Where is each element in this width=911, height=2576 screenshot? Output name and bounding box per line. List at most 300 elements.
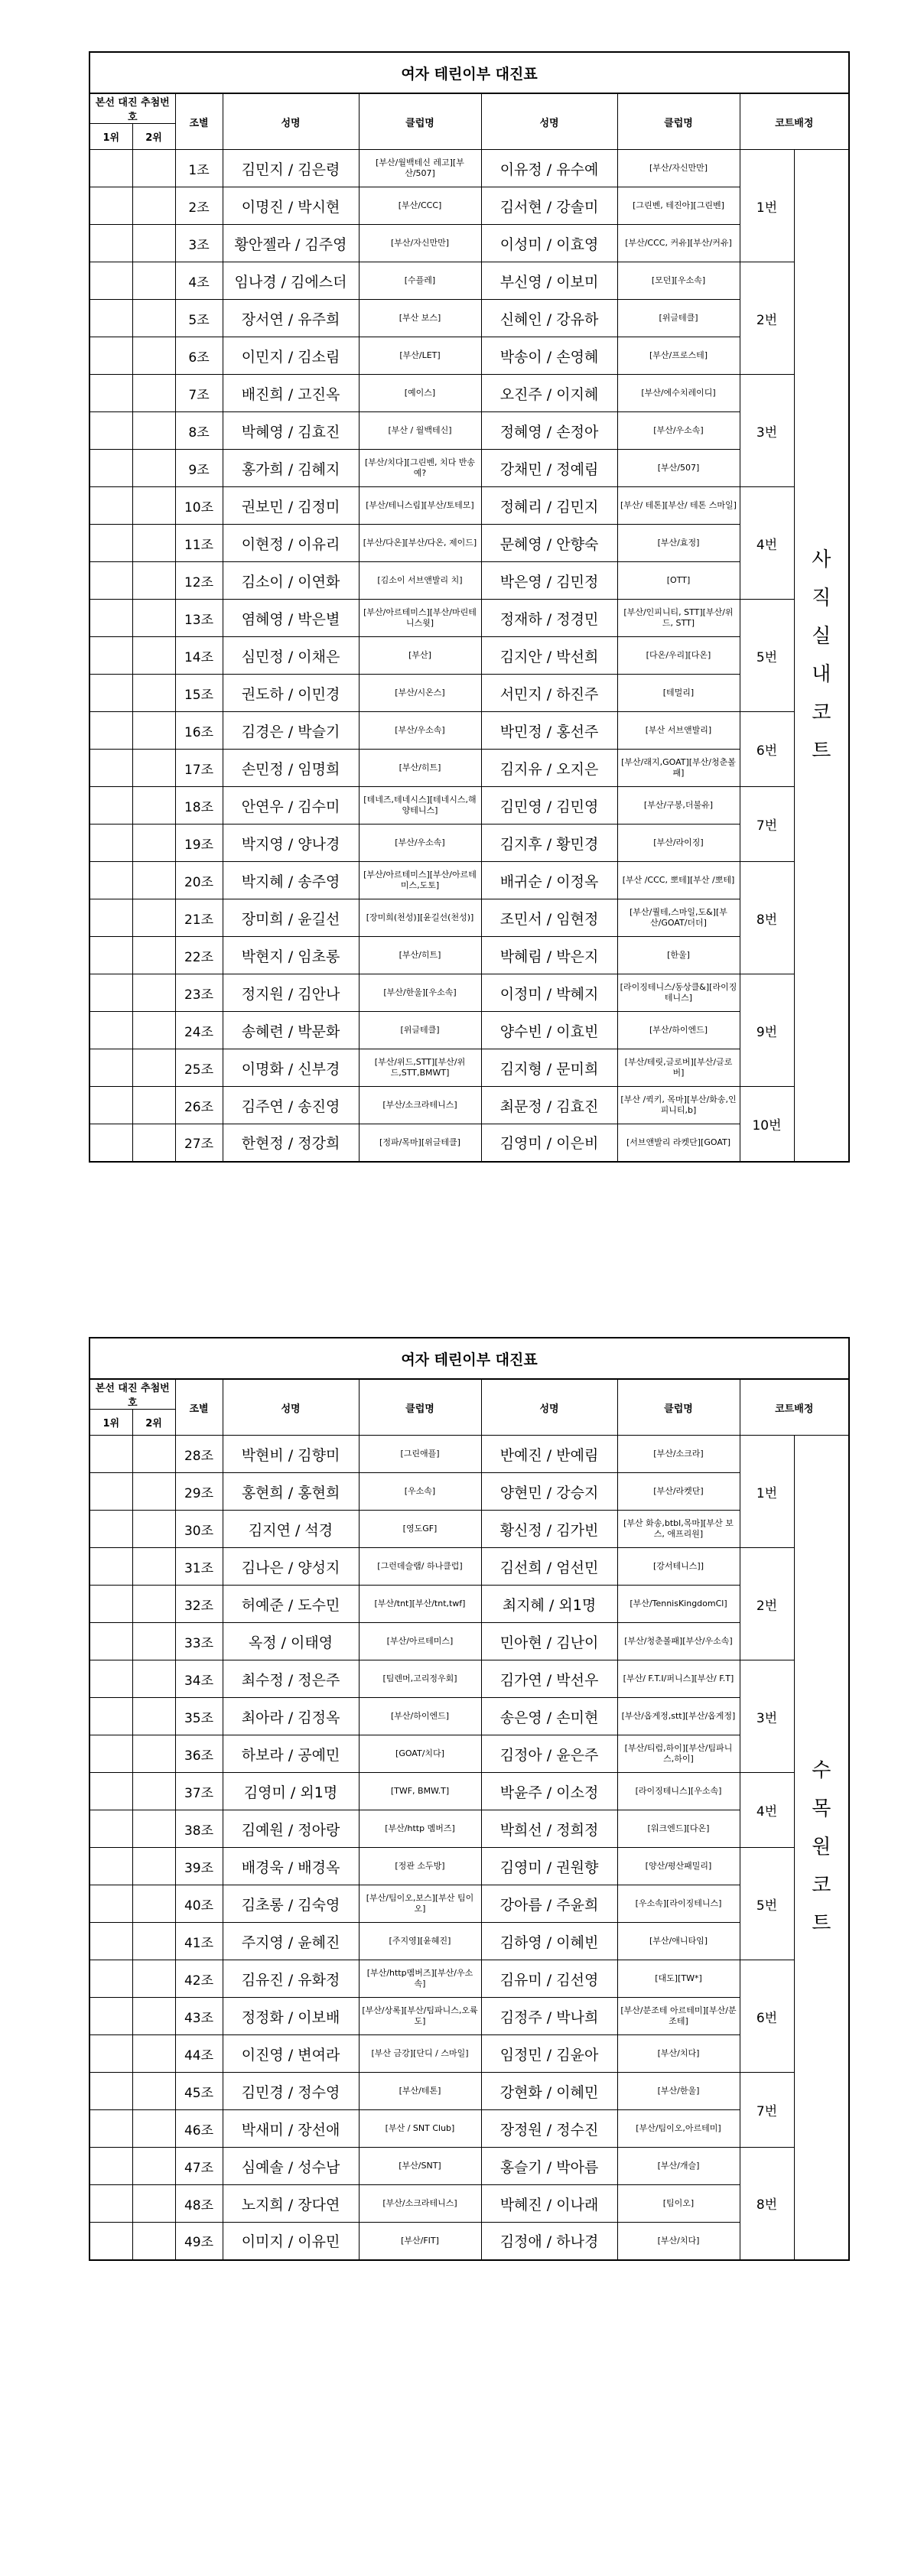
- team-1-club: [수플레]: [359, 262, 481, 300]
- draw-second-cell[interactable]: [132, 1698, 175, 1735]
- team-1-club: [부산/SNT]: [359, 2148, 481, 2185]
- group-number: 34조: [175, 1660, 223, 1698]
- team-2-names: 이성미 / 이효영: [481, 225, 617, 262]
- team-2-club: [부산/507]: [617, 450, 740, 487]
- draw-first-cell[interactable]: [89, 300, 132, 337]
- header-name: 성명: [223, 1379, 359, 1436]
- group-number: 25조: [175, 1049, 223, 1087]
- draw-first-cell[interactable]: [89, 1511, 132, 1548]
- sheet-title: 여자 테린이부 대진표: [89, 52, 849, 93]
- draw-second-cell[interactable]: [132, 750, 175, 787]
- draw-first-cell[interactable]: [89, 1960, 132, 1998]
- draw-first-cell[interactable]: [89, 1885, 132, 1923]
- team-1-names: 정정화 / 이보배: [223, 1998, 359, 2035]
- table-row: [89, 562, 849, 600]
- team-2-names: 신혜인 / 강유하: [481, 300, 617, 337]
- team-1-club: [김소이 서브앤발리 치]: [359, 562, 481, 600]
- team-2-club: [부산/효정]: [617, 525, 740, 562]
- team-1-club: [부산/우소속]: [359, 825, 481, 862]
- draw-first-cell[interactable]: [89, 2223, 132, 2260]
- group-number: 13조: [175, 600, 223, 637]
- team-1-club: [그린애플]: [359, 1436, 481, 1473]
- draw-second-cell[interactable]: [132, 974, 175, 1012]
- team-2-names: 강현화 / 이혜민: [481, 2073, 617, 2110]
- draw-first-cell[interactable]: [89, 1436, 132, 1473]
- team-2-names: 박혜진 / 이나래: [481, 2185, 617, 2223]
- team-2-names: 최지혜 / 외1명: [481, 1586, 617, 1623]
- team-2-club: [우소속][라이징테니스]: [617, 1885, 740, 1923]
- draw-first-cell[interactable]: [89, 450, 132, 487]
- draw-first-cell[interactable]: [89, 1049, 132, 1087]
- team-2-names: 김정아 / 윤은주: [481, 1735, 617, 1773]
- court-number: 10번: [740, 1087, 794, 1162]
- draw-first-cell[interactable]: [89, 1923, 132, 1960]
- draw-second-cell[interactable]: [132, 1885, 175, 1923]
- team-1-club: [부산/하이엔드]: [359, 1698, 481, 1735]
- draw-first-cell[interactable]: [89, 1810, 132, 1848]
- team-1-names: 김민지 / 김은령: [223, 150, 359, 187]
- table-row: [89, 937, 849, 974]
- team-1-club: [부산/테니스림][부산/토테모]: [359, 487, 481, 525]
- team-1-club: [부산/우소속]: [359, 712, 481, 750]
- team-2-club: [라이징테니스][우소속]: [617, 1773, 740, 1810]
- group-number: 24조: [175, 1012, 223, 1049]
- draw-second-cell[interactable]: [132, 2073, 175, 2110]
- draw-first-cell[interactable]: [89, 1548, 132, 1586]
- header-club: 클럽명: [617, 93, 740, 150]
- court-number: 3번: [740, 1660, 794, 1773]
- team-1-names: 김민경 / 정수영: [223, 2073, 359, 2110]
- group-number: 2조: [175, 187, 223, 225]
- draw-second-cell[interactable]: [132, 1998, 175, 2035]
- team-1-names: 박혜영 / 김효진: [223, 412, 359, 450]
- draw-first-cell[interactable]: [89, 2148, 132, 2185]
- team-1-names: 이민지 / 김소림: [223, 337, 359, 375]
- court-number: 5번: [740, 600, 794, 712]
- court-number: 2번: [740, 262, 794, 375]
- team-1-names: 권도하 / 이민경: [223, 675, 359, 712]
- draw-second-cell[interactable]: [132, 1511, 175, 1548]
- group-number: 35조: [175, 1698, 223, 1735]
- team-2-club: [부산/소크라]: [617, 1436, 740, 1473]
- draw-first-cell[interactable]: [89, 525, 132, 562]
- team-2-names: 박은영 / 김민정: [481, 562, 617, 600]
- team-2-club: [부산/치다]: [617, 2223, 740, 2260]
- draw-second-cell[interactable]: [132, 2110, 175, 2148]
- team-1-names: 장서연 / 유주희: [223, 300, 359, 337]
- team-1-names: 홍가희 / 김혜지: [223, 450, 359, 487]
- team-2-club: [부산/티럼,하이][부산/팀파니스,하이]: [617, 1735, 740, 1773]
- team-2-names: 반예진 / 반예림: [481, 1436, 617, 1473]
- group-number: 20조: [175, 862, 223, 899]
- team-1-names: 박새미 / 장선애: [223, 2110, 359, 2148]
- draw-first-cell[interactable]: [89, 2185, 132, 2223]
- draw-first-cell[interactable]: [89, 225, 132, 262]
- draw-first-cell[interactable]: [89, 187, 132, 225]
- draw-second-cell[interactable]: [132, 1049, 175, 1087]
- team-2-names: 양수빈 / 이효빈: [481, 1012, 617, 1049]
- venue-char: 트: [812, 1912, 831, 1936]
- draw-first-cell[interactable]: [89, 1124, 132, 1162]
- team-1-names: 김예원 / 정아랑: [223, 1810, 359, 1848]
- draw-first-cell[interactable]: [89, 1012, 132, 1049]
- draw-first-cell[interactable]: [89, 2073, 132, 2110]
- team-1-names: 장미희 / 윤길선: [223, 899, 359, 937]
- draw-second-cell[interactable]: [132, 2185, 175, 2223]
- draw-second-cell[interactable]: [132, 1735, 175, 1773]
- table-row: [89, 600, 849, 637]
- court-number: 4번: [740, 1773, 794, 1848]
- draw-second-cell[interactable]: [132, 412, 175, 450]
- team-1-club: [부산/테톤]: [359, 2073, 481, 2110]
- draw-second-cell[interactable]: [132, 600, 175, 637]
- draw-first-cell[interactable]: [89, 712, 132, 750]
- team-2-club: [부산/하이엔드]: [617, 1012, 740, 1049]
- team-2-names: 김하영 / 이혜빈: [481, 1923, 617, 1960]
- group-number: 42조: [175, 1960, 223, 1998]
- team-2-club: [강서테니스]]: [617, 1548, 740, 1586]
- table-row: [89, 1548, 849, 1586]
- team-1-names: 박지혜 / 송주영: [223, 862, 359, 899]
- draw-second-cell[interactable]: [132, 2148, 175, 2185]
- draw-second-cell[interactable]: [132, 2223, 175, 2260]
- team-1-names: 김유진 / 유화정: [223, 1960, 359, 1998]
- team-1-club: [부산/tnt][부산/tnt,twf]: [359, 1586, 481, 1623]
- team-1-names: 황안젤라 / 김주영: [223, 225, 359, 262]
- table-row: [89, 300, 849, 337]
- draw-second-cell[interactable]: [132, 1087, 175, 1124]
- draw-first-cell[interactable]: [89, 787, 132, 825]
- team-2-names: 정혜영 / 손정아: [481, 412, 617, 450]
- draw-first-cell[interactable]: [89, 375, 132, 412]
- team-2-names: 조민서 / 임현정: [481, 899, 617, 937]
- table-row: [89, 1773, 849, 1810]
- table-row: [89, 862, 849, 899]
- team-1-club: [부산/시온스]: [359, 675, 481, 712]
- draw-second-cell[interactable]: [132, 637, 175, 675]
- header-name: 성명: [481, 93, 617, 150]
- draw-second-cell[interactable]: [132, 862, 175, 899]
- team-2-club: [테멀리]: [617, 675, 740, 712]
- team-1-club: [부산/아르테미스][부산/마린테니스윗]: [359, 600, 481, 637]
- draw-first-cell[interactable]: [89, 825, 132, 862]
- table-row: [89, 2148, 849, 2185]
- draw-first-cell[interactable]: [89, 2035, 132, 2073]
- team-1-names: 심예솔 / 성수남: [223, 2148, 359, 2185]
- team-1-club: [그런데슬램/ 하나클럽]: [359, 1548, 481, 1586]
- table-row: [89, 1885, 849, 1923]
- draw-second-cell[interactable]: [132, 675, 175, 712]
- team-2-club: [위글테클]: [617, 300, 740, 337]
- team-1-club: [부산]: [359, 637, 481, 675]
- draw-first-cell[interactable]: [89, 899, 132, 937]
- team-2-names: 강채민 / 정예림: [481, 450, 617, 487]
- table-row: [89, 2035, 849, 2073]
- team-2-club: [그린벤, 테진아][그린벤]: [617, 187, 740, 225]
- group-number: 12조: [175, 562, 223, 600]
- table-row: [89, 2185, 849, 2223]
- team-1-names: 송혜련 / 박문화: [223, 1012, 359, 1049]
- table-row: [89, 262, 849, 300]
- group-number: 3조: [175, 225, 223, 262]
- team-1-club: [부산/자신만만]: [359, 225, 481, 262]
- table-row: [89, 899, 849, 937]
- draw-first-cell[interactable]: [89, 862, 132, 899]
- draw-second-cell[interactable]: [132, 937, 175, 974]
- group-number: 31조: [175, 1548, 223, 1586]
- draw-first-cell[interactable]: [89, 1773, 132, 1810]
- team-1-names: 최아라 / 김정옥: [223, 1698, 359, 1735]
- draw-second-cell[interactable]: [132, 300, 175, 337]
- team-1-names: 염혜영 / 박은별: [223, 600, 359, 637]
- team-1-names: 옥정 / 이태영: [223, 1623, 359, 1660]
- team-2-club: [OTT]: [617, 562, 740, 600]
- draw-first-cell[interactable]: [89, 637, 132, 675]
- draw-second-cell[interactable]: [132, 1473, 175, 1511]
- draw-second-cell[interactable]: [132, 1436, 175, 1473]
- team-2-club: [부산 화송,btbl,목마][부산 보스, 애프리원]: [617, 1511, 740, 1548]
- team-2-club: [부산/ 테톤][부산/ 테톤 스마일]: [617, 487, 740, 525]
- team-2-club: [부산/ F.T.I/퍼니스][부산/ F.T]: [617, 1660, 740, 1698]
- header-name: 성명: [223, 93, 359, 150]
- table-row: [89, 1998, 849, 2035]
- team-2-names: 오진주 / 이지혜: [481, 375, 617, 412]
- team-2-names: 김지유 / 오지은: [481, 750, 617, 787]
- group-number: 4조: [175, 262, 223, 300]
- group-number: 23조: [175, 974, 223, 1012]
- team-1-club: [부산/월백테신 레고][부산/507]: [359, 150, 481, 187]
- draw-first-cell[interactable]: [89, 1998, 132, 2035]
- header-group: 조별: [175, 1379, 223, 1436]
- team-1-names: 허예준 / 도수민: [223, 1586, 359, 1623]
- team-1-names: 손민정 / 임명희: [223, 750, 359, 787]
- draw-second-cell[interactable]: [132, 825, 175, 862]
- team-2-names: 부신영 / 이보미: [481, 262, 617, 300]
- table-row: [89, 1511, 849, 1548]
- team-2-names: 배귀순 / 이정옥: [481, 862, 617, 899]
- team-2-club: [부산/치다]: [617, 2035, 740, 2073]
- team-2-names: 김지후 / 황민경: [481, 825, 617, 862]
- team-2-names: 이유정 / 유수예: [481, 150, 617, 187]
- table-row: [89, 2110, 849, 2148]
- team-1-club: [부산/치다][그린벤, 치다 반송예?: [359, 450, 481, 487]
- draw-second-cell[interactable]: [132, 1012, 175, 1049]
- header-club: 클럽명: [617, 1379, 740, 1436]
- draw-first-cell[interactable]: [89, 2110, 132, 2148]
- draw-second-cell[interactable]: [132, 1773, 175, 1810]
- table-row: [89, 375, 849, 412]
- draw-first-cell[interactable]: [89, 337, 132, 375]
- group-number: 5조: [175, 300, 223, 337]
- table-row: [89, 974, 849, 1012]
- group-number: 38조: [175, 1810, 223, 1848]
- header-second: 2위: [132, 1410, 175, 1436]
- team-2-names: 임정민 / 김윤아: [481, 2035, 617, 2073]
- team-1-club: [부산/http 멤버즈]: [359, 1810, 481, 1848]
- team-1-names: 김나은 / 양성지: [223, 1548, 359, 1586]
- group-number: 39조: [175, 1848, 223, 1885]
- team-1-names: 김소이 / 이연화: [223, 562, 359, 600]
- group-number: 15조: [175, 675, 223, 712]
- group-number: 36조: [175, 1735, 223, 1773]
- header-name: 성명: [481, 1379, 617, 1436]
- draw-first-cell[interactable]: [89, 1735, 132, 1773]
- draw-second-cell[interactable]: [132, 1810, 175, 1848]
- table-row: [89, 1848, 849, 1885]
- draw-first-cell[interactable]: [89, 675, 132, 712]
- table-row: [89, 1698, 849, 1735]
- team-2-club: [부산/자신만만]: [617, 150, 740, 187]
- table-row: [89, 487, 849, 525]
- draw-second-cell[interactable]: [132, 1124, 175, 1162]
- draw-first-cell[interactable]: [89, 1660, 132, 1698]
- table-row: [89, 712, 849, 750]
- draw-second-cell[interactable]: [132, 1623, 175, 1660]
- group-number: 49조: [175, 2223, 223, 2260]
- header-row: [89, 93, 849, 124]
- draw-second-cell[interactable]: [132, 487, 175, 525]
- draw-first-cell[interactable]: [89, 937, 132, 974]
- court-number: 9번: [740, 974, 794, 1087]
- team-1-club: [부산/다온][부산/다온, 제이드]: [359, 525, 481, 562]
- venue-name: [794, 150, 849, 1162]
- group-number: 32조: [175, 1586, 223, 1623]
- team-1-names: 박지영 / 양나경: [223, 825, 359, 862]
- team-1-names: 박현지 / 임초롱: [223, 937, 359, 974]
- court-number: 3번: [740, 375, 794, 487]
- table-row: [89, 2073, 849, 2110]
- draw-second-cell[interactable]: [132, 899, 175, 937]
- draw-first-cell[interactable]: [89, 600, 132, 637]
- draw-second-cell[interactable]: [132, 2035, 175, 2073]
- table-row: [89, 825, 849, 862]
- group-number: 28조: [175, 1436, 223, 1473]
- draw-second-cell[interactable]: [132, 337, 175, 375]
- court-number: 7번: [740, 2073, 794, 2148]
- team-2-club: [부산/라이징]: [617, 825, 740, 862]
- draw-second-cell[interactable]: [132, 525, 175, 562]
- team-1-club: [우소속]: [359, 1473, 481, 1511]
- draw-first-cell[interactable]: [89, 1623, 132, 1660]
- team-2-names: 최문정 / 김효진: [481, 1087, 617, 1124]
- draw-first-cell[interactable]: [89, 750, 132, 787]
- team-2-names: 문혜영 / 안향숙: [481, 525, 617, 562]
- draw-second-cell[interactable]: [132, 712, 175, 750]
- team-2-names: 김서현 / 강솔미: [481, 187, 617, 225]
- group-number: 26조: [175, 1087, 223, 1124]
- draw-first-cell[interactable]: [89, 412, 132, 450]
- group-number: 33조: [175, 1623, 223, 1660]
- team-1-club: [정관 소두방]: [359, 1848, 481, 1885]
- group-number: 17조: [175, 750, 223, 787]
- team-1-club: [부산 보스]: [359, 300, 481, 337]
- draw-first-cell[interactable]: [89, 1087, 132, 1124]
- team-2-club: [부산/청춘볼패][부산/우소속]: [617, 1623, 740, 1660]
- draw-second-cell[interactable]: [132, 150, 175, 187]
- bracket-table: [89, 1337, 850, 2261]
- team-2-names: 송은영 / 손미현: [481, 1698, 617, 1735]
- draw-second-cell[interactable]: [132, 562, 175, 600]
- draw-first-cell[interactable]: [89, 1698, 132, 1735]
- team-1-names: 최수정 / 정은주: [223, 1660, 359, 1698]
- venue-name: [794, 1436, 849, 2260]
- draw-first-cell[interactable]: [89, 1473, 132, 1511]
- team-1-names: 이미지 / 이유민: [223, 2223, 359, 2260]
- team-2-club: [워크엔드][다온]: [617, 1810, 740, 1848]
- draw-first-cell[interactable]: [89, 262, 132, 300]
- draw-second-cell[interactable]: [132, 1660, 175, 1698]
- team-1-names: 김지연 / 석경: [223, 1511, 359, 1548]
- table-row: [89, 1660, 849, 1698]
- table-row: [89, 1436, 849, 1473]
- team-2-names: 홍슬기 / 박아름: [481, 2148, 617, 2185]
- draw-first-cell[interactable]: [89, 1586, 132, 1623]
- draw-first-cell[interactable]: [89, 487, 132, 525]
- draw-second-cell[interactable]: [132, 1960, 175, 1998]
- group-number: 41조: [175, 1923, 223, 1960]
- team-2-names: 박윤주 / 이소정: [481, 1773, 617, 1810]
- draw-second-cell[interactable]: [132, 225, 175, 262]
- draw-first-cell[interactable]: [89, 1848, 132, 1885]
- draw-second-cell[interactable]: [132, 262, 175, 300]
- draw-second-cell[interactable]: [132, 787, 175, 825]
- team-1-names: 정지원 / 김안나: [223, 974, 359, 1012]
- court-number: 4번: [740, 487, 794, 600]
- team-2-club: [다온/우리][다온]: [617, 637, 740, 675]
- team-2-names: 김선희 / 엄선민: [481, 1548, 617, 1586]
- draw-second-cell[interactable]: [132, 1923, 175, 1960]
- table-row: [89, 1735, 849, 1773]
- team-1-club: [부산/팀이오,보스][부산 팀이오]: [359, 1885, 481, 1923]
- court-number: 8번: [740, 2148, 794, 2260]
- group-number: 22조: [175, 937, 223, 974]
- team-2-club: [부산 /CCC, 뽀테][부산 /뽀테]: [617, 862, 740, 899]
- team-2-names: 박희선 / 정희정: [481, 1810, 617, 1848]
- draw-second-cell[interactable]: [132, 1586, 175, 1623]
- draw-second-cell[interactable]: [132, 187, 175, 225]
- team-1-club: [부산 / SNT Club]: [359, 2110, 481, 2148]
- team-2-names: 민아현 / 김난이: [481, 1623, 617, 1660]
- draw-second-cell[interactable]: [132, 450, 175, 487]
- draw-first-cell[interactable]: [89, 974, 132, 1012]
- team-2-club: [라이징테니스/동상클&][라이징테니스]: [617, 974, 740, 1012]
- draw-second-cell[interactable]: [132, 375, 175, 412]
- venue-char: 코: [812, 701, 831, 724]
- team-2-names: 김민영 / 김민영: [481, 787, 617, 825]
- court-number: 5번: [740, 1848, 794, 1960]
- venue-char: 트: [812, 739, 831, 763]
- draw-second-cell[interactable]: [132, 1548, 175, 1586]
- team-2-names: 김정주 / 박나희: [481, 1998, 617, 2035]
- court-number: 1번: [740, 150, 794, 262]
- header-bracket-group: 본선 대진 추첨번호: [89, 1379, 175, 1410]
- draw-first-cell[interactable]: [89, 150, 132, 187]
- team-2-club: [부산/애니타임]: [617, 1923, 740, 1960]
- team-2-club: [부산/에수치레이디]: [617, 375, 740, 412]
- table-row: [89, 1012, 849, 1049]
- team-1-names: 김초롱 / 김숙영: [223, 1885, 359, 1923]
- draw-first-cell[interactable]: [89, 562, 132, 600]
- table-row: [89, 1810, 849, 1848]
- team-1-club: [부산/소크라테니스]: [359, 1087, 481, 1124]
- team-1-club: [부산 / 월백테신]: [359, 412, 481, 450]
- team-2-names: 김지형 / 문미희: [481, 1049, 617, 1087]
- team-2-names: 김유미 / 김선영: [481, 1960, 617, 1998]
- draw-second-cell[interactable]: [132, 1848, 175, 1885]
- venue-char: 내: [812, 662, 831, 686]
- team-2-names: 서민지 / 하진주: [481, 675, 617, 712]
- team-1-club: [예이스]: [359, 375, 481, 412]
